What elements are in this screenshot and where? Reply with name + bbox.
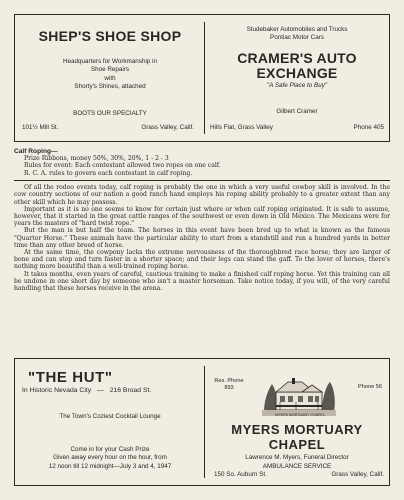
hut-title: "THE HUT" bbox=[28, 369, 113, 386]
shoe-shop-title: SHEP'S SHOE SHOP bbox=[38, 28, 182, 44]
cramer-slogan: "A Safe Place to Buy" bbox=[266, 81, 328, 89]
hut-promo3: 12 noon till 12 midnight—July 3 and 4, 1947 bbox=[48, 462, 172, 470]
myers-address: 150 So. Auburn St. bbox=[214, 471, 267, 478]
hut-tagline: The Town's Coziest Cocktail Lounge bbox=[59, 413, 161, 421]
calf-roping-heading: Calf Roping— bbox=[14, 148, 58, 155]
hut-ad bbox=[22, 364, 198, 480]
cramer-phone: Phone 405 bbox=[353, 124, 384, 131]
top-ad-divider bbox=[204, 22, 205, 134]
cramer-title2: EXCHANGE bbox=[256, 64, 338, 81]
calf-roping-paragraph: It takes months, even years of careful, cautious training to make a finished calf roping horse. Yet this training can all be undone in one short day by someone who isn't a master horseman. Take notice today, if you will, of the very careful handling that these horses receive in the arena. bbox=[14, 270, 390, 293]
mortuary-chapel-illustration bbox=[262, 372, 336, 416]
cramer-ad bbox=[210, 24, 384, 134]
cramer-owner: Gilbert Cramer bbox=[276, 108, 318, 116]
calf-roping-prizes: Prize Ribbons, money 50%, 30%, 20%, 1 - 2 - 3 bbox=[24, 155, 169, 163]
myers-phone: Phone 56 bbox=[358, 384, 382, 390]
shoe-shop-line4: Shorty's Shines, attached bbox=[74, 83, 146, 91]
calf-roping-article bbox=[14, 148, 390, 292]
calf-roping-rules1: Rules for event: Each contestant allowed two ropes on one calf. bbox=[24, 162, 221, 170]
shoe-shop-specialty: BOOTS OUR SPECIALTY bbox=[73, 109, 147, 117]
article-divider bbox=[14, 180, 390, 181]
myers-service: AMBULANCE SERVICE bbox=[262, 463, 332, 470]
calf-roping-paragraph: At the same time, the cowpony lacks the extreme nervousness of the thoroughbred race horse; they are larger of bone and can stop and turn faster in a shorter space; and their legs can stand the gaff. To the lover of horses, there's nothing more beautiful than a well-trained roping horse. bbox=[14, 249, 390, 271]
cramer-title1: CRAMER'S AUTO bbox=[237, 49, 357, 66]
myers-res-phone-number: 893 bbox=[224, 385, 234, 392]
calf-roping-paragraph: But the man is but half the team. The horses in this event have been bred up to what is known as the famous "Quarter Horse." These animals have the particular ability to start from a standstill and run a hundred yards in better time than any other breed of horse. bbox=[14, 227, 390, 249]
mortuary-picture-caption: MYERS MORTUARY CHAPEL bbox=[275, 413, 325, 417]
shoe-shop-address: 101½ Mill St. bbox=[22, 124, 59, 131]
shoe-shop-line3: with bbox=[104, 74, 116, 82]
myers-director: Lawrence M. Myers, Funeral Director bbox=[245, 454, 349, 461]
myers-title2: CHAPEL bbox=[268, 437, 326, 452]
hut-address: 216 Broad St. bbox=[109, 387, 152, 394]
shoe-shop-line1: Headquarters for Workmanship in bbox=[62, 58, 158, 65]
hut-location-row bbox=[22, 387, 198, 395]
shoe-shop-city: Grass Valley, Calif. bbox=[141, 124, 194, 131]
hut-location: In Historic Nevada City bbox=[22, 387, 92, 394]
hut-promo2: Given away every hour on the hour, from bbox=[53, 454, 167, 462]
shoe-shop-line2: Shoe Repairs bbox=[90, 66, 130, 74]
myers-res-phone bbox=[212, 378, 246, 392]
cramer-line1: Studebaker Automobiles and Trucks bbox=[246, 26, 348, 33]
calf-roping-paragraph: Of all the rodeo events today, calf roping is probably the one in which a very useful cowboy skill is involved. In the cow country sections of our nation a good ranch hand employs his roping ability probably to a greater extent than any other skill which he may possess. bbox=[14, 184, 390, 206]
hut-dash: — bbox=[97, 387, 104, 394]
calf-roping-rules2: R. C. A. rules to govern each contestant in calf roping. bbox=[24, 169, 193, 177]
myers-city: Grass Valley, Calif. bbox=[331, 471, 384, 478]
calf-roping-paragraph: Important as it is no one seems to know for certain just where or when calf roping originated. It is safe to assume, however, that it started in the great cattle ranges of the southwest or even down in Old Mexico. The Mexicans were for years the masters of "hard twist rope." bbox=[14, 205, 390, 228]
myers-res-phone-label: Res. Phone bbox=[214, 378, 244, 384]
myers-title1: MYERS MORTUARY bbox=[231, 422, 363, 437]
hut-promo1: Come in for your Cash Prize bbox=[70, 445, 150, 453]
program-page bbox=[14, 14, 390, 486]
shoe-shop-ad bbox=[22, 24, 198, 134]
cramer-line2: Pontiac Motor Cars bbox=[270, 34, 324, 42]
cramer-address: Hills Flat, Grass Valley bbox=[210, 124, 273, 131]
bottom-ad-divider bbox=[204, 366, 205, 478]
calf-roping-body bbox=[14, 184, 390, 292]
